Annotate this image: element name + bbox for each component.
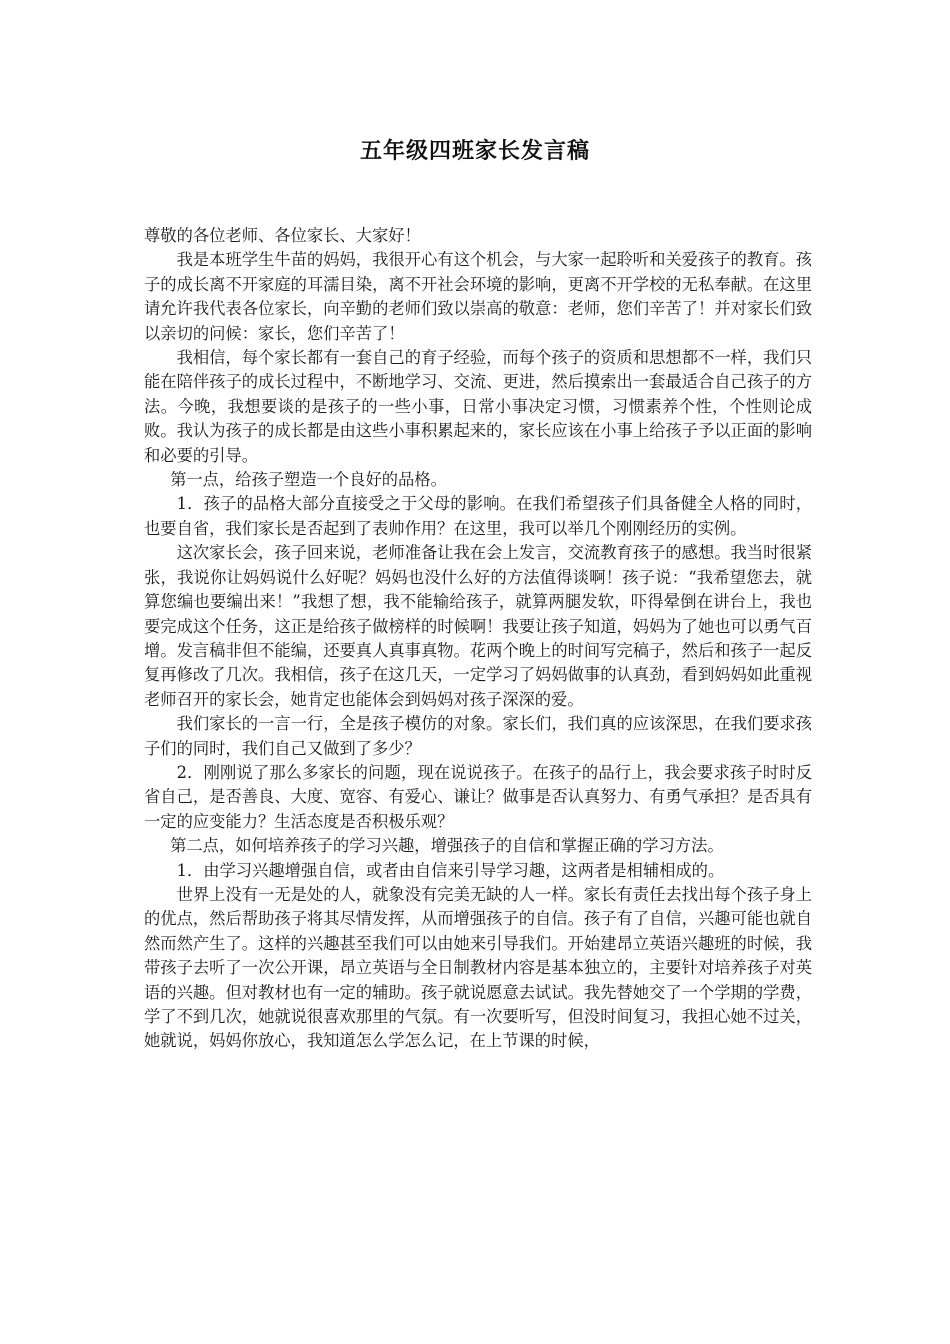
paragraph: 世界上没有一无是处的人，就象没有完美无缺的人一样。家长有责任去找出每个孩子身上的优点，然后帮助孩子将其尽情发挥，从而增强孩子的自信。孩子有了自信，兴趣可能也就自然而然产生了。这样的兴趣甚至我们可以由她来引导我们。开始建昂立英语兴趣班的时候，我带孩子去听了一次公开课，昂立英语与全日制教材内容是基本独立的，主要针对培养孩子对英语的兴趣。但对教材也有一定的辅助。孩子就说愿意去试试。我先替她交了一个学期的学费，学了不到几次，她就说很喜欢那里的气氛。有一次要听写，但没时间复习，我担心她不过关，她就说，妈妈你放心，我知道怎么学怎么记，在上节课的时候， xyxy=(144,884,812,1051)
paragraph: 我们家长的一言一行，全是孩子模仿的对象。家长们，我们真的应该深思，在我们要求孩子们的同时，我们自己又做到了多少？ xyxy=(144,714,812,758)
paragraph: 这次家长会，孩子回来说，老师准备让我在会上发言，交流教育孩子的感想。我当时很紧张，我说你让妈妈说什么好呢？妈妈也没什么好的方法值得谈啊！孩子说：“我希望您去，就算您编也要编出来！”我想了想，我不能输给孩子，就算两腿发软，吓得晕倒在讲台上，我也要完成这个任务，这正是给孩子做榜样的时候啊！我要让孩子知道，妈妈为了她也可以勇气百增。发言稿非但不能编，还要真人真事真物。花两个晚上的时间写完稿子，然后和孩子一起反复再修改了几次。我相信，孩子在这几天，一定学习了妈妈做事的认真劲，看到妈妈如此重视老师召开的家长会，她肯定也能体会到妈妈对孩子深深的爱。 xyxy=(144,543,812,709)
paragraph: 2．刚刚说了那么多家长的问题，现在说说孩子。在孩子的品行上，我会要求孩子时时反省自己，是否善良、大度、宽容、有爱心、谦让？做事是否认真努力、有勇气承担？是否具有一定的应变能力？生活态度是否积极乐观？ xyxy=(144,762,812,831)
document-body xyxy=(144,224,812,1054)
paragraph: 尊敬的各位老师、各位家长、大家好！ xyxy=(144,226,421,245)
paragraph: 我是本班学生牛苗的妈妈，我很开心有这个机会，与大家一起聆听和关爱孩子的教育。孩子的成长离不开家庭的耳濡目染，离不开社会环境的影响，更离不开学校的无私奉献。在这里请允许我代表各位家长，向辛勤的老师们致以崇高的敬意：老师，您们辛苦了！并对家长们致以亲切的问候：家长，您们辛苦了！ xyxy=(144,250,812,343)
section-heading: 第二点，如何培养孩子的学习兴趣，增强孩子的自信和掌握正确的学习方法。 xyxy=(170,836,724,856)
paragraph: 我相信，每个家长都有一套自己的育子经验，而每个孩子的资质和思想都不一样，我们只能在陪伴孩子的成长过程中，不断地学习、交流、更进，然后摸索出一套最适合自己孩子的方法。今晚，我想要谈的是孩子的一些小事，日常小事决定习惯，习惯素养个性，个性则论成败。我认为孩子的成长都是由这些小事积累起来的，家长应该在小事上给孩子予以正面的影响和必要的引导。 xyxy=(144,348,812,465)
paragraph: 1．由学习兴趣增强自信，或者由自信来引导学习趣，这两者是相辅相成的。 xyxy=(176,860,725,880)
section-heading: 第一点，给孩子塑造一个良好的品格。 xyxy=(170,470,447,490)
document-title: 五年级四班家长发言稿 xyxy=(359,139,590,164)
paragraph: 1．孩子的品格大部分直接受之于父母的影响。在我们希望孩子们具备健全人格的同时，也要自省，我们家长是否起到了表帅作用？在这里，我可以举几个刚刚经历的实例。 xyxy=(144,494,812,538)
